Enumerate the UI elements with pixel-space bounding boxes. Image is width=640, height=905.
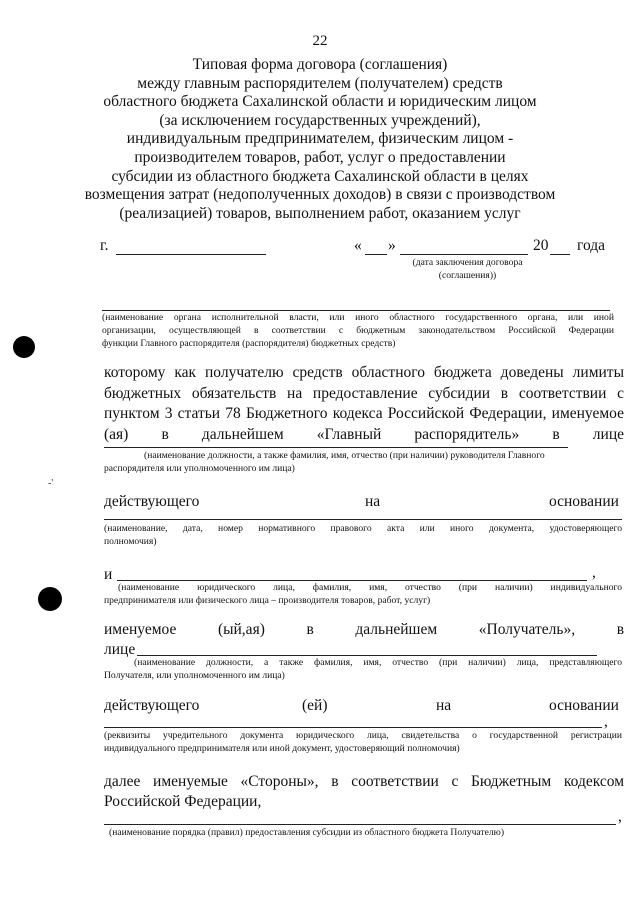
basis-field[interactable] (104, 519, 622, 520)
day-quote-close: » (388, 237, 396, 254)
named-word: в (306, 621, 314, 638)
paragraph-line: (ая) в дальнейшем «Главный распорядитель» в лице (104, 425, 624, 443)
caption-line: организации, осуществляющей в соответствии с бюджетным законодательством Российской Федерации (102, 325, 614, 336)
procedure-field[interactable] (104, 824, 616, 825)
person-label: лице (104, 641, 136, 658)
named-word: именуемое (104, 621, 177, 638)
paragraph-line: пунктом 3 статьи 78 Бюджетного кодекса Российской Федерации, именуемое (104, 405, 624, 422)
named-line (104, 620, 624, 640)
document-title (60, 56, 580, 223)
margin-mark: -' (48, 478, 54, 489)
caption-line: предпринимателя или физического лица – производителя товаров, работ, услуг) (104, 595, 431, 606)
punch-hole (38, 587, 62, 611)
acting-label-2: действующего (104, 697, 200, 714)
head-name-field[interactable] (104, 447, 568, 448)
caption-line: (наименование органа исполнительной власти, или иного областного государственного органа, или иной (102, 312, 614, 323)
caption-line: (реквизиты учредительного документа юридического лица, свидетельства о государственной регистрации (104, 730, 622, 741)
caption-line: (наименование должности, а также фамилия, имя, отчество (при наличии) руководителя Главного (144, 450, 545, 461)
acting-label: действующего (104, 493, 200, 510)
title-line: индивидуальным предпринимателем, физическим лицом - (126, 130, 514, 148)
caption-line: (наименование, дата, номер нормативного правового акта или иного документа, удостоверяющего (104, 523, 622, 534)
recipient-head-caption (104, 656, 622, 682)
date-caption-line: (соглашения)) (438, 270, 497, 281)
punch-hole (13, 336, 35, 358)
caption-line: полномочия) (104, 536, 157, 547)
caption-line: (наименование должности, а также фамилия, имя, отчество (при наличии) лица, представляющего (134, 657, 622, 668)
and-comma: , (592, 564, 596, 581)
acting-basis-label-2: основании (549, 697, 619, 714)
and-label: и (104, 566, 113, 583)
head-caption (104, 449, 624, 475)
caption-line: индивидуального предпринимателя или иной документ, удостоверяющий полномочия) (104, 743, 460, 754)
caption-line: Получателя, или уполномоченного им лица) (104, 670, 285, 681)
title-line: субсидии из областного бюджета Сахалинской области в целях (111, 167, 529, 185)
year-field[interactable] (550, 254, 570, 255)
caption-line: (наименование юридического лица, фамилия, имя, отчество (при наличии) индивидуального (118, 582, 622, 593)
procedure-caption: (наименование порядка (правил) предоставления субсидии из областного бюджета Получателю) (109, 827, 505, 838)
paragraph-line: бюджетных обязательств на предоставление субсидии в соответствии с (104, 384, 624, 402)
title-line: между главным распорядителем (получателем) средств (137, 74, 503, 92)
paragraph-line: далее именуемые «Стороны», в соответствии с Бюджетным кодексом (104, 773, 624, 790)
title-line: возмещения затрат (недополученных доходов) в связи с производством (84, 186, 556, 204)
requisites-caption (104, 729, 622, 755)
final-comma: , (618, 808, 622, 825)
acting-2-comma: , (604, 713, 608, 730)
year-suffix: года (577, 237, 606, 254)
acting-on-label: на (365, 493, 381, 510)
date-caption (400, 256, 535, 282)
acting-ending-label: (ей) (302, 697, 328, 714)
paragraph-1 (104, 363, 624, 445)
named-word: в (616, 621, 625, 638)
requisites-field[interactable] (104, 727, 602, 728)
paragraph-line: которому как получателю средств областного бюджета доведены лимиты (104, 364, 624, 381)
named-word: «Получатель», (478, 621, 576, 638)
title-line: (реализацией) товаров, выполнением работ, оказанием услуг (119, 204, 521, 222)
city-field[interactable] (116, 254, 266, 255)
named-word: дальнейшем (355, 621, 438, 638)
paragraph-line: Российской Федерации, (104, 793, 262, 810)
named-recipient-line (104, 620, 624, 660)
acting-basis-label: основании (549, 493, 619, 510)
city-label: г. (100, 237, 109, 254)
recipient-caption (104, 581, 622, 607)
year-prefix: 20 (533, 237, 549, 254)
caption-line: функции Главного распорядителя (распорядителя) бюджетных средств) (102, 338, 396, 349)
day-quote-open: « (354, 237, 362, 254)
page-number: 22 (312, 33, 328, 49)
acting-on-label-2: на (436, 697, 452, 714)
title-line: областного бюджета Сахалинской области и юридическим лицом (103, 93, 537, 111)
date-caption-line: (дата заключения договора (412, 257, 523, 268)
organ-caption (102, 311, 614, 350)
basis-caption (104, 522, 622, 548)
paragraph-2 (104, 772, 624, 812)
title-line: Типовая форма договора (соглашения) (192, 56, 448, 73)
month-field[interactable] (400, 254, 528, 255)
title-line: производителем товаров, работ, услуг о предоставлении (134, 148, 506, 166)
caption-line: распорядителя или уполномоченного им лица) (104, 463, 295, 474)
day-field[interactable] (365, 254, 387, 255)
named-word: (ый,ая) (217, 621, 265, 638)
title-line: (за исключением государственных учреждений), (159, 111, 481, 129)
